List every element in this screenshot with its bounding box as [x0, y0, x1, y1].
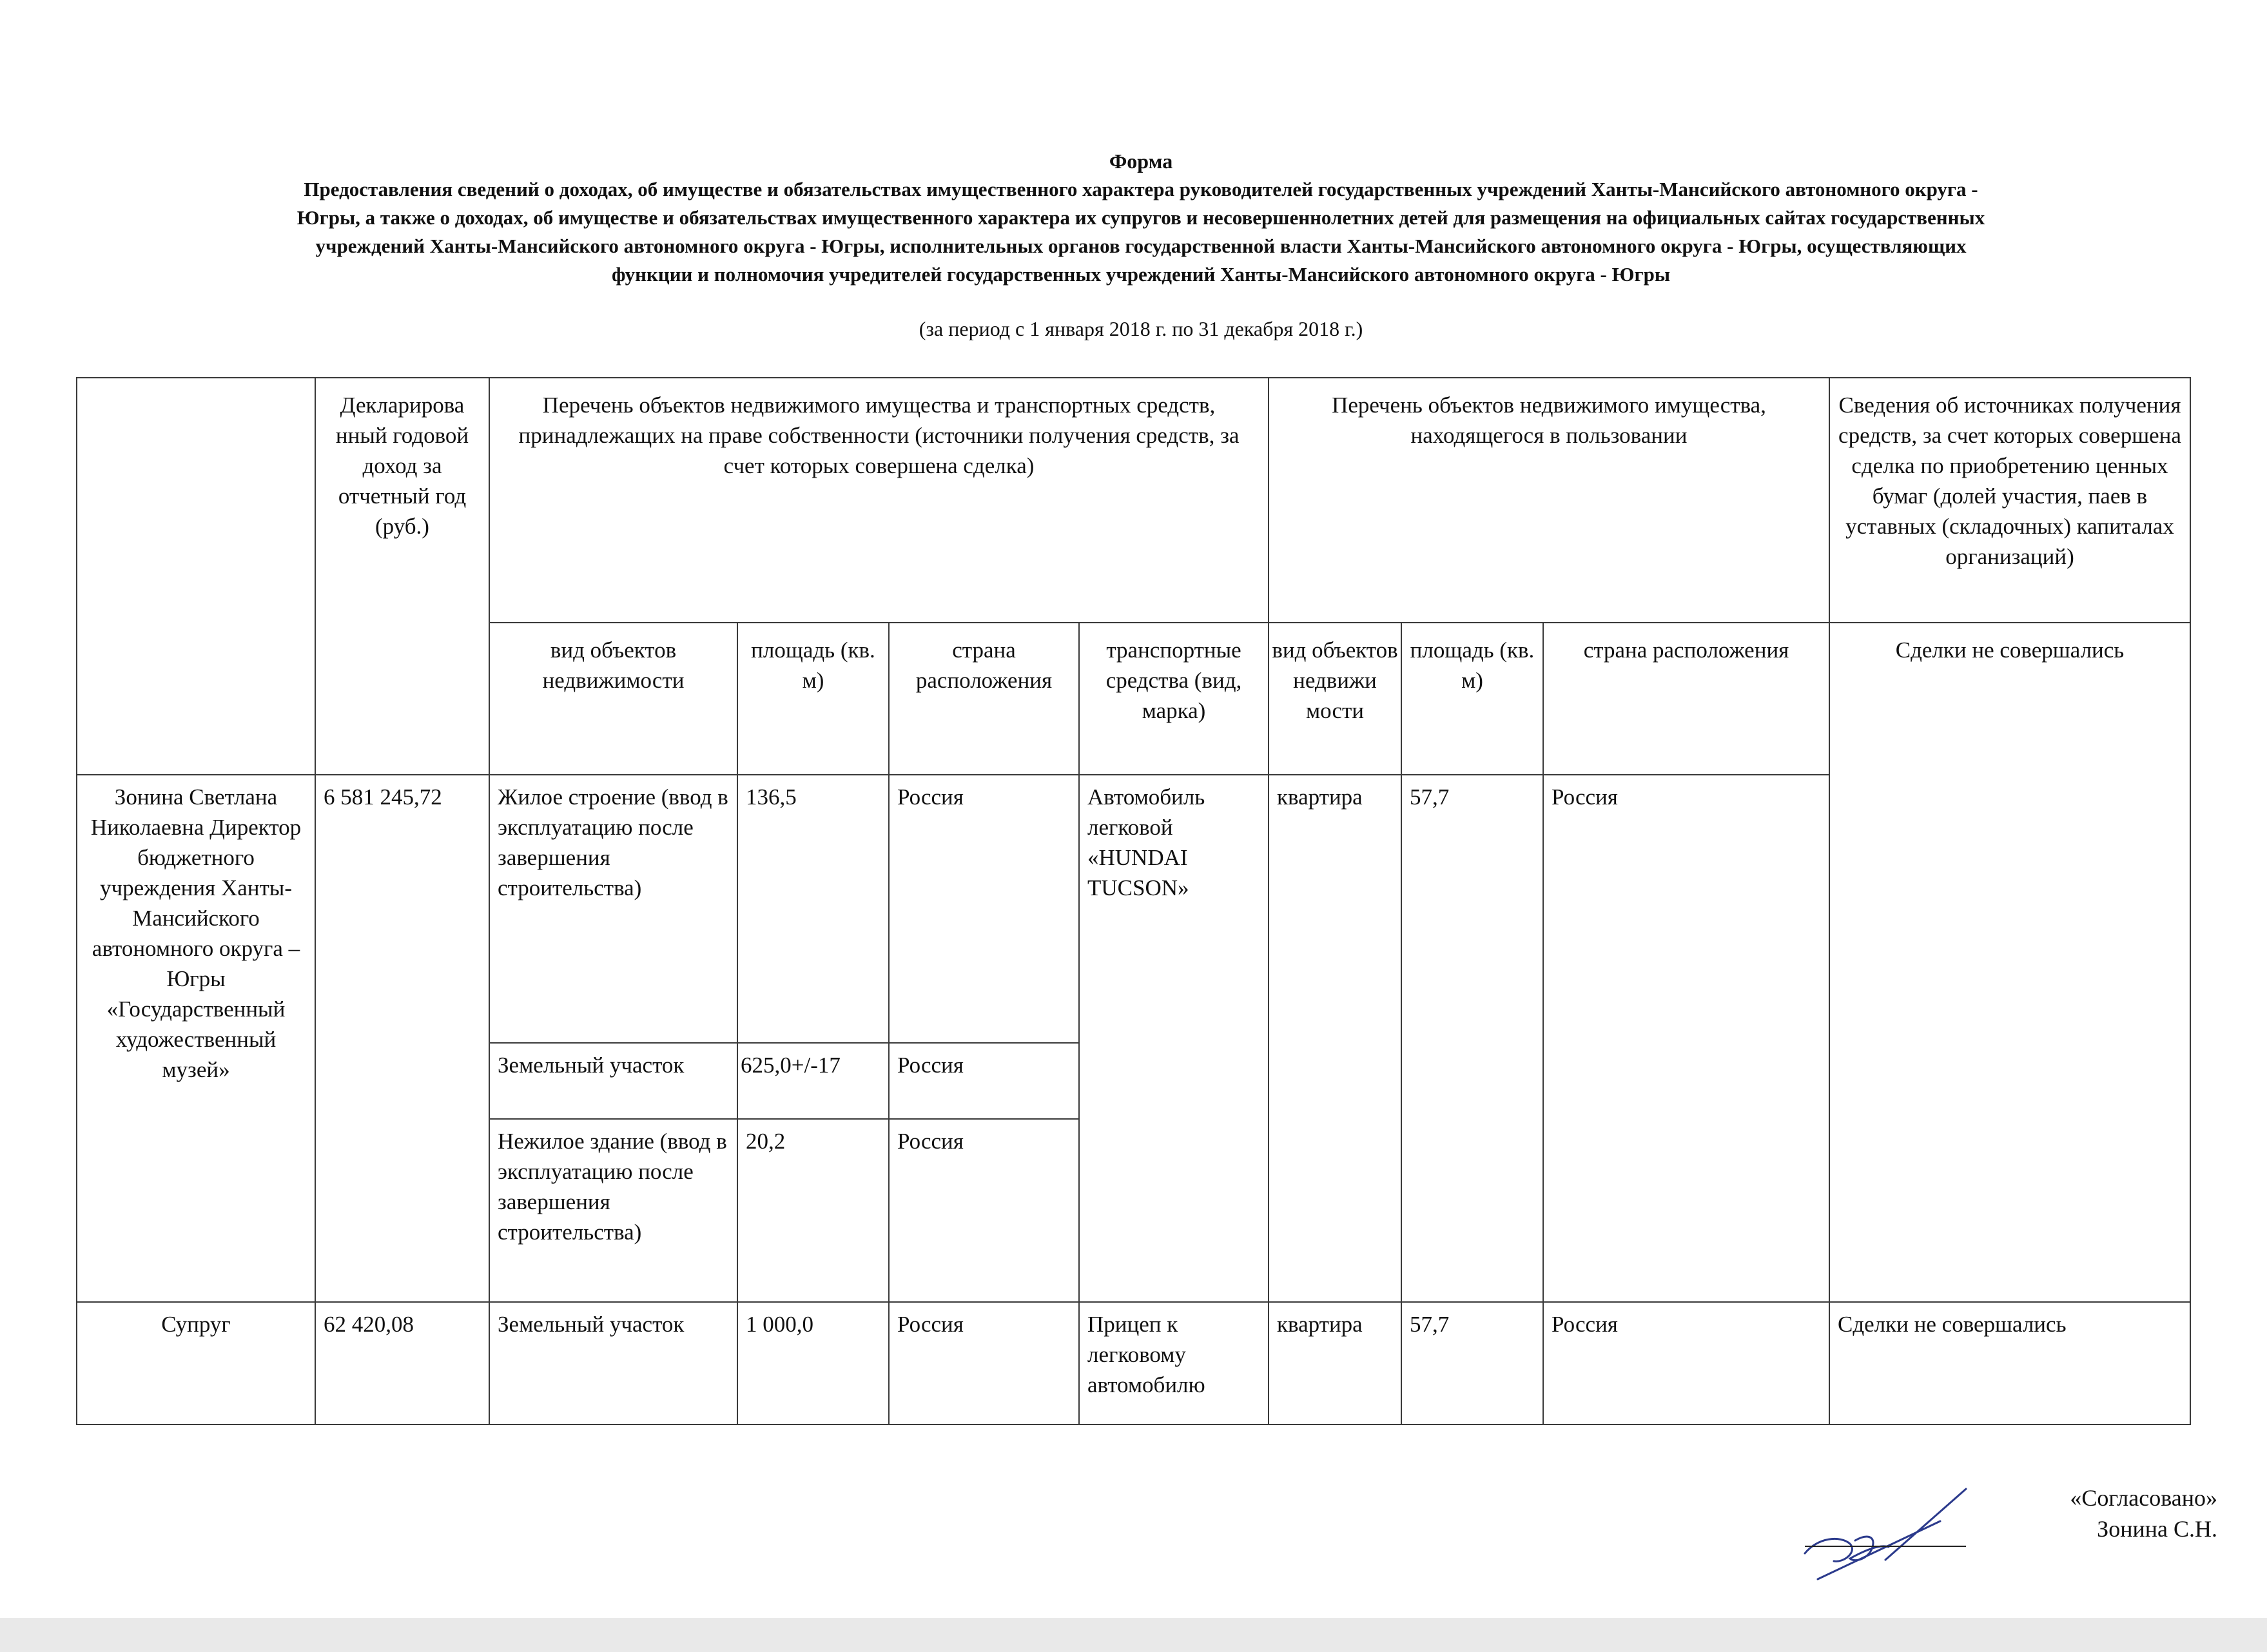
property-area: 20,2	[737, 1119, 889, 1302]
signature-line	[1805, 1546, 1966, 1547]
property-type: Жилое строение (ввод в эксплуатацию после завершения строительства)	[489, 775, 737, 1043]
header-owned-property: Перечень объектов недвижимого имущества и транспортных средств, принадлежащих на праве собственности (источники получения средств, за счет которых совершена сделка)	[489, 378, 1269, 623]
used-property-type: квартира	[1269, 775, 1401, 1302]
person-name-position: Супруг	[77, 1302, 315, 1424]
subheader-sources-note: Сделки не совершались	[1829, 623, 2190, 1302]
header-person-cell	[77, 378, 315, 775]
header-used-property: Перечень объектов недвижимого имущества, находящегося в пользовании	[1269, 378, 1829, 623]
person-name-position: Зонина Светлана Николаевна Директор бюджетного учреждения Ханты-Мансийского автономного округа – Югры «Государственный художественный музей»	[77, 775, 315, 1302]
approval-block	[1985, 1482, 2217, 1544]
used-property-type: квартира	[1269, 1302, 1401, 1424]
used-property-area: 57,7	[1401, 775, 1543, 1302]
vehicles: Прицеп к легковому автомобилю	[1079, 1302, 1269, 1424]
property-area: 1 000,0	[737, 1302, 889, 1424]
vehicles: Автомобиль легковой «HUNDAI TUCSON»	[1079, 775, 1269, 1302]
header-funding-sources: Сведения об источниках получения средств, за счет которых совершена сделка по приобретению ценных бумаг (долей участия, паев в уставных (складочных) капиталах организаций)	[1829, 378, 2190, 623]
scan-bottom-edge	[0, 1618, 2267, 1652]
header-income: Декларирова нный годовой доход за отчетный год (руб.)	[315, 378, 489, 775]
form-description-line: Югры, а также о доходах, об имуществе и обязательствах имущественного характера их супругов и несовершеннолетних детей для размещения на официальных сайтах государственных	[297, 206, 1985, 229]
form-description-line: Предоставления сведений о доходах, об имуществе и обязательствах имущественного характера руководителей государственных учреждений Ханты-Мансийского автономного округа -	[304, 178, 1978, 200]
property-country: Россия	[889, 1043, 1079, 1119]
property-type: Нежилое здание (ввод в эксплуатацию после завершения строительства)	[489, 1119, 737, 1302]
property-country: Россия	[889, 1119, 1079, 1302]
property-area: 625,0+/-17	[737, 1043, 889, 1119]
used-property-country: Россия	[1543, 775, 1829, 1302]
subheader-used-country: страна расположения	[1543, 623, 1829, 775]
handwritten-signature	[1779, 1476, 1972, 1592]
document-header	[148, 147, 2134, 343]
used-property-country: Россия	[1543, 1302, 1829, 1424]
table-row	[77, 1302, 2190, 1424]
property-area: 136,5	[737, 775, 889, 1043]
used-property-area: 57,7	[1401, 1302, 1543, 1424]
header-row	[77, 378, 2190, 623]
subheader-used-type: вид объектов недвижи мости	[1269, 623, 1401, 775]
declared-income: 62 420,08	[315, 1302, 489, 1424]
declared-income: 6 581 245,72	[315, 775, 489, 1302]
property-type: Земельный участок	[489, 1302, 737, 1424]
subheader-owned-type: вид объектов недвижимости	[489, 623, 737, 775]
funding-sources: Сделки не совершались	[1829, 1302, 2190, 1424]
declaration-table	[76, 377, 2191, 1425]
subheader-vehicles: транспортные средства (вид, марка)	[1079, 623, 1269, 775]
approval-label: «Согласовано»	[2070, 1485, 2217, 1511]
property-type: Земельный участок	[489, 1043, 737, 1119]
subheader-owned-area: площадь (кв. м)	[737, 623, 889, 775]
form-description-line: функции и полномочия учредителей государственных учреждений Ханты-Мансийского автономного округа - Югры	[611, 263, 1671, 286]
subheader-owned-country: страна расположения	[889, 623, 1079, 775]
approver-name: Зонина С.Н.	[2097, 1516, 2217, 1542]
property-country: Россия	[889, 775, 1079, 1043]
subheader-used-area: площадь (кв. м)	[1401, 623, 1543, 775]
form-description	[148, 175, 2134, 289]
reporting-period: (за период с 1 января 2018 г. по 31 декабря 2018 г.)	[919, 317, 1363, 340]
form-description-line: учреждений Ханты-Мансийского автономного округа - Югры, исполнительных органов государственной власти Ханты-Мансийского автономного округа - Югры, осуществляющих	[315, 235, 1967, 257]
property-country: Россия	[889, 1302, 1079, 1424]
form-title: Форма	[1109, 150, 1173, 173]
